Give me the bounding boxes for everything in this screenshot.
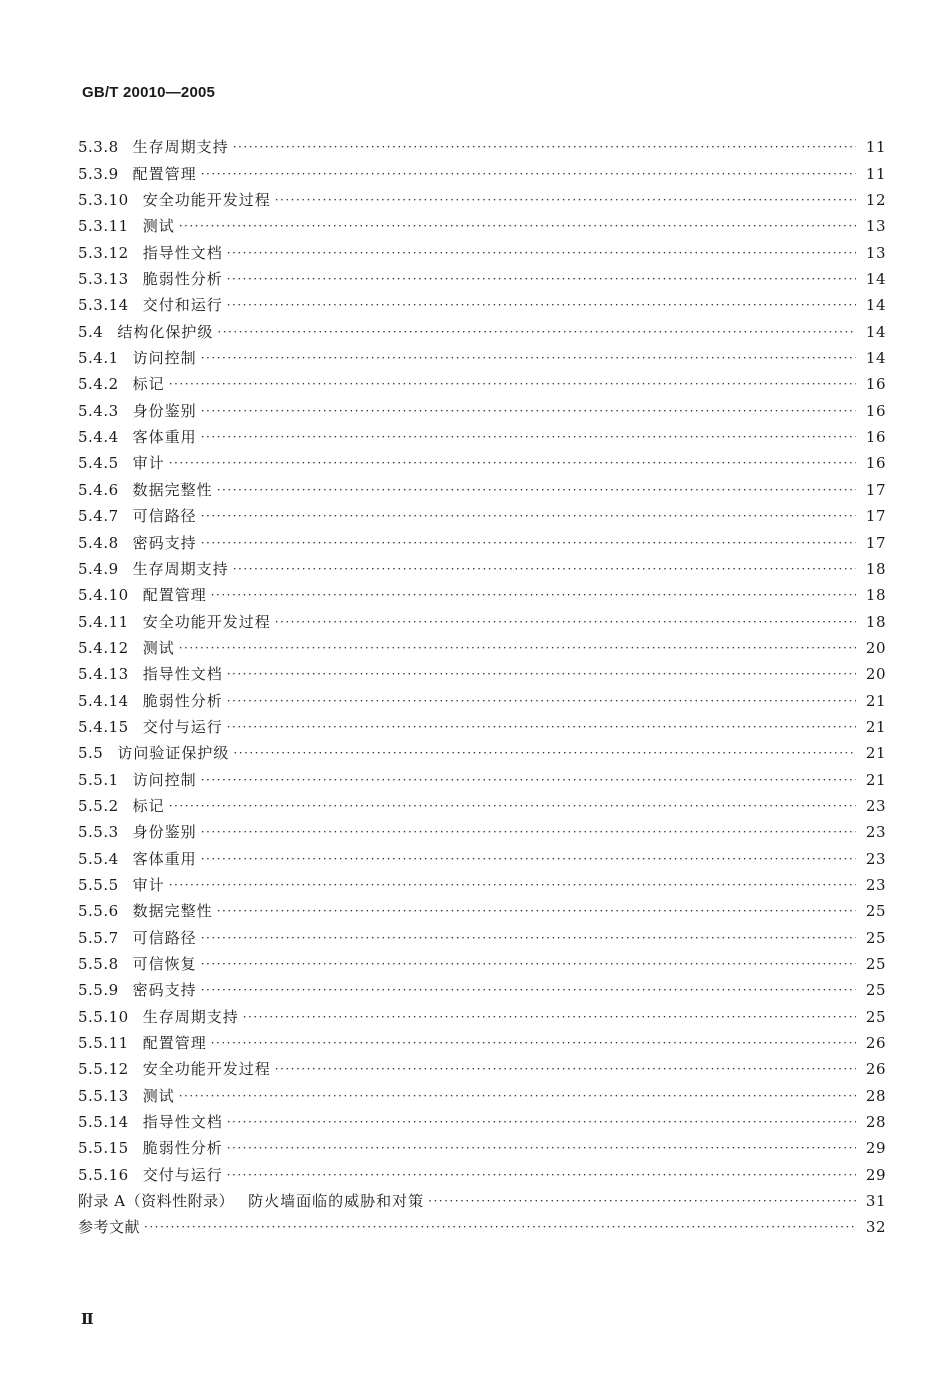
toc-entry-number: 5.3.13 — [78, 270, 129, 289]
toc-entry-page: 16 — [865, 428, 886, 447]
toc-entry-title: 测试 — [142, 1086, 175, 1105]
toc-entry — [78, 1211, 886, 1237]
toc-leader-dots — [201, 849, 856, 869]
toc-entry — [78, 473, 886, 499]
toc-entry-title: 脆弱性分析 — [142, 691, 223, 710]
toc-entry-number: 5.5.14 — [78, 1113, 129, 1132]
toc-entry-number: 5.4.11 — [78, 612, 129, 631]
toc-entry-title: 客体重用 — [132, 428, 197, 447]
toc-leader-dots — [201, 822, 856, 842]
toc-entry-title: 配置管理 — [132, 164, 197, 183]
toc-entry-number: 5.5.12 — [78, 1060, 129, 1079]
toc-entry-title: 身份鉴别 — [132, 823, 197, 842]
toc-entry — [78, 131, 886, 157]
toc-entry-number: 5.3.8 — [78, 138, 119, 157]
toc-entry — [78, 921, 886, 947]
toc-entry-page: 25 — [865, 981, 886, 1000]
toc-leader-dots — [201, 427, 856, 447]
toc-leader-dots — [201, 401, 856, 421]
toc-entry-title: 指导性文档 — [142, 665, 223, 684]
toc-entry-page: 31 — [865, 1192, 886, 1211]
toc-leader-dots — [227, 691, 856, 711]
toc-entry — [78, 526, 886, 552]
toc-leader-dots — [179, 1086, 856, 1106]
toc-entry-page: 28 — [865, 1113, 886, 1132]
toc-entry-page: 13 — [865, 217, 886, 236]
toc-entry-page: 20 — [865, 665, 886, 684]
toc-entry-number: 5.5 — [78, 744, 104, 763]
toc-entry-number: 5.4.6 — [78, 480, 119, 499]
toc-entry-page: 18 — [865, 586, 886, 605]
toc-entry — [78, 842, 886, 868]
toc-leader-dots — [201, 770, 856, 790]
toc-entry-title: 审计 — [132, 875, 165, 894]
toc-entry — [78, 210, 886, 236]
toc-entry-page: 29 — [865, 1139, 886, 1158]
toc-leader-dots — [169, 875, 856, 895]
toc-entry-page: 23 — [865, 849, 886, 868]
toc-entry-number: 5.4.8 — [78, 533, 119, 552]
toc-leader-dots — [227, 295, 856, 315]
toc-entry-title: 生存周期支持 — [132, 138, 229, 157]
toc-entry-number: 5.5.3 — [78, 823, 119, 842]
toc-entry-number: 5.4.1 — [78, 349, 119, 368]
toc-leader-dots — [227, 1138, 856, 1158]
toc-leader-dots — [227, 717, 856, 737]
toc-entry-title: 配置管理 — [142, 1034, 207, 1053]
toc-entry-number: 5.5.13 — [78, 1086, 129, 1105]
toc-leader-dots — [169, 453, 856, 473]
toc-entry-number: 5.4.4 — [78, 428, 119, 447]
toc-entry-number: 5.5.8 — [78, 955, 119, 973]
toc-entry-number: 5.5.10 — [78, 1007, 129, 1026]
toc-entry-number: 5.4.15 — [78, 717, 129, 736]
toc-entry-title: 可信路径 — [132, 507, 197, 526]
toc-entry — [78, 447, 886, 473]
toc-entry-page: 21 — [865, 717, 886, 736]
toc-entry-title: 审计 — [132, 454, 165, 473]
toc-leader-dots — [211, 1033, 856, 1053]
toc-entry-title: 交付与运行 — [142, 717, 223, 736]
toc-entry — [78, 763, 886, 789]
toc-entry-number: 5.3.10 — [78, 191, 129, 210]
toc-leader-dots — [428, 1191, 856, 1211]
toc-entry — [78, 974, 886, 1000]
toc-entry — [78, 184, 886, 210]
toc-entry-page: 13 — [865, 243, 886, 262]
toc-entry-number: 5.5.1 — [78, 770, 119, 789]
toc-entry — [78, 790, 886, 816]
toc-entry-number: 5.5.7 — [78, 928, 119, 947]
toc-entry-title: 标记 — [132, 796, 165, 815]
page-header-standard-code: GB/T 20010—2005 — [82, 84, 216, 101]
toc-entry-number: 5.4.7 — [78, 507, 119, 526]
toc-entry — [78, 553, 886, 579]
toc-leader-dots — [201, 928, 856, 948]
toc-entry-page: 16 — [865, 454, 886, 473]
toc-entry — [78, 1053, 886, 1079]
toc-leader-dots — [201, 954, 856, 974]
toc-leader-dots — [201, 533, 856, 553]
toc-entry — [78, 948, 886, 974]
toc-entry — [78, 1132, 886, 1158]
toc-leader-dots — [169, 796, 856, 816]
toc-entry-number: 5.3.14 — [78, 296, 129, 315]
toc-entry — [78, 500, 886, 526]
toc-entry-page: 14 — [865, 322, 886, 341]
toc-entry — [78, 684, 886, 710]
toc-entry-title: 测试 — [142, 638, 175, 657]
toc-entry-number: 5.5.6 — [78, 902, 119, 921]
toc-entry-number: 5.4.14 — [78, 691, 129, 710]
toc-entry-number: 5.4.2 — [78, 375, 119, 394]
toc-entry-title: 密码支持 — [132, 981, 197, 1000]
toc-entry-title: 脆弱性分析 — [142, 1139, 223, 1158]
toc-entry — [78, 236, 886, 262]
toc-leader-dots — [227, 269, 856, 289]
toc-entry-title: 访问控制 — [132, 770, 197, 789]
toc-entry — [78, 895, 886, 921]
toc-entry — [78, 368, 886, 394]
toc-leader-dots — [227, 1165, 856, 1185]
toc-leader-dots — [227, 664, 856, 684]
toc-entry-page: 23 — [865, 796, 886, 815]
toc-entry — [78, 342, 886, 368]
toc-entry-title: 交付与运行 — [142, 1165, 223, 1184]
toc-entry-page: 14 — [865, 270, 886, 289]
toc-leader-dots — [275, 190, 856, 210]
toc-entry — [78, 157, 886, 183]
toc-entry-title: 测试 — [142, 217, 175, 236]
toc-entry — [78, 289, 886, 315]
toc-entry-number: 5.5.4 — [78, 849, 119, 868]
toc-leader-dots — [217, 480, 856, 500]
toc-entry-page: 17 — [865, 480, 886, 499]
toc-entry-number: 5.5.9 — [78, 981, 119, 1000]
toc-entry-page: 25 — [865, 955, 886, 973]
toc-entry — [78, 711, 886, 737]
toc-entry-title: 指导性文档 — [142, 1113, 223, 1132]
toc-entry-number: 5.3.9 — [78, 164, 119, 183]
toc-entry-title: 脆弱性分析 — [142, 270, 223, 289]
toc-entry — [78, 658, 886, 684]
toc-entry-title: 访问控制 — [132, 349, 197, 368]
toc-entry-page: 20 — [865, 638, 886, 657]
toc-entry — [78, 632, 886, 658]
toc-entry — [78, 315, 886, 341]
toc-entry-title: 安全功能开发过程 — [142, 191, 271, 210]
toc-entry-title: 可信恢复 — [132, 955, 197, 973]
toc-entry-title: 防火墙面临的威胁和对策 — [248, 1192, 425, 1211]
toc-entry-title: 标记 — [132, 375, 165, 394]
toc-entry-title: 配置管理 — [142, 586, 207, 605]
toc-entry — [78, 1027, 886, 1053]
toc-entry-page: 23 — [865, 823, 886, 842]
toc-entry-number: 5.5.16 — [78, 1165, 129, 1184]
toc-entry-title: 身份鉴别 — [132, 401, 197, 420]
toc-entry — [78, 263, 886, 289]
toc-entry-page: 16 — [865, 375, 886, 394]
toc-entry-page: 12 — [865, 191, 886, 210]
toc-entry-title: 指导性文档 — [142, 243, 223, 262]
toc-entry-number: 5.4.10 — [78, 586, 129, 605]
toc-entry — [78, 816, 886, 842]
toc-entry — [78, 737, 886, 763]
toc-entry-number: 5.3.12 — [78, 243, 129, 262]
toc-entry-page: 28 — [865, 1086, 886, 1105]
toc-entry-page: 25 — [865, 928, 886, 947]
toc-leader-dots — [243, 1007, 856, 1027]
toc-entry-number: 5.4 — [78, 322, 104, 341]
toc-entry-title: 可信路径 — [132, 928, 197, 947]
toc-leader-dots — [227, 243, 856, 263]
toc-leader-dots — [144, 1217, 856, 1237]
toc-entry-title: 安全功能开发过程 — [142, 1060, 271, 1079]
toc-entry-number: 5.3.11 — [78, 217, 129, 236]
page-number-footer: Ⅱ — [81, 1310, 94, 1328]
toc-entry-number: 5.5.5 — [78, 875, 119, 894]
toc-entry — [78, 1000, 886, 1026]
toc-entry-page: 11 — [865, 164, 886, 183]
toc-entry-title: 安全功能开发过程 — [142, 612, 271, 631]
toc-entry-title: 生存周期支持 — [142, 1007, 239, 1026]
toc-leader-dots — [169, 374, 856, 394]
toc-entry-page: 26 — [865, 1034, 886, 1053]
toc-leader-dots — [217, 322, 856, 342]
toc-entry-number: 5.4.3 — [78, 401, 119, 420]
toc-entry-page: 18 — [865, 612, 886, 631]
toc-entry — [78, 1185, 886, 1211]
toc-entry-page: 26 — [865, 1060, 886, 1079]
toc-entry — [78, 1158, 886, 1184]
toc-leader-dots — [179, 216, 856, 236]
toc-entry-number: 附录 A（资料性附录） — [78, 1192, 235, 1211]
toc-entry-page: 17 — [865, 507, 886, 526]
toc-entry-page: 21 — [865, 770, 886, 789]
toc-leader-dots — [179, 638, 856, 658]
toc-entry-page: 16 — [865, 401, 886, 420]
toc-entry-title: 生存周期支持 — [132, 559, 229, 578]
toc-entry-number: 5.4.13 — [78, 665, 129, 684]
toc-entry-page: 25 — [865, 1007, 886, 1026]
toc-leader-dots — [275, 612, 856, 632]
toc-entry — [78, 1079, 886, 1105]
toc-entry-number: 5.4.12 — [78, 638, 129, 657]
toc-entry-number: 5.4.5 — [78, 454, 119, 473]
toc-entry-number: 5.4.9 — [78, 559, 119, 578]
toc-entry — [78, 605, 886, 631]
toc-entry-number: 5.5.11 — [78, 1034, 129, 1053]
toc-entry-page: 17 — [865, 533, 886, 552]
toc-entry-number: 参考文献 — [78, 1218, 141, 1237]
toc-entry-page: 21 — [865, 691, 886, 710]
toc-entry-page: 11 — [865, 138, 886, 157]
toc-leader-dots — [275, 1059, 856, 1079]
toc-leader-dots — [201, 506, 856, 526]
toc-leader-dots — [201, 348, 856, 368]
toc-entry — [78, 421, 886, 447]
toc-entry — [78, 394, 886, 420]
toc-entry-title: 数据完整性 — [132, 480, 213, 499]
toc-leader-dots — [233, 559, 856, 579]
toc-entry-number: 5.5.2 — [78, 796, 119, 815]
toc-leader-dots — [201, 980, 856, 1000]
toc-entry-page: 32 — [865, 1218, 886, 1237]
toc-entry-title: 结构化保护级 — [117, 322, 214, 341]
toc-entry-title: 密码支持 — [132, 533, 197, 552]
toc-leader-dots — [217, 901, 856, 921]
toc-leader-dots — [233, 137, 856, 157]
toc-entry-title: 数据完整性 — [132, 902, 213, 921]
toc-leader-dots — [201, 164, 856, 184]
toc-leader-dots — [233, 743, 856, 763]
toc-entry-title: 交付和运行 — [142, 296, 223, 315]
toc-entry-page: 29 — [865, 1165, 886, 1184]
toc-leader-dots — [211, 585, 856, 605]
toc-entry-page: 21 — [865, 744, 886, 763]
toc-entry-page: 25 — [865, 902, 886, 921]
toc-entry-page: 18 — [865, 559, 886, 578]
toc-entry-page: 14 — [865, 296, 886, 315]
toc-entry-page: 23 — [865, 875, 886, 894]
toc-entry-title: 客体重用 — [132, 849, 197, 868]
toc-entry-number: 5.5.15 — [78, 1139, 129, 1158]
toc-entry — [78, 1106, 886, 1132]
table-of-contents — [78, 131, 886, 1237]
toc-entry-page: 14 — [865, 349, 886, 368]
toc-entry — [78, 869, 886, 895]
toc-entry — [78, 579, 886, 605]
toc-entry-title: 访问验证保护级 — [117, 744, 230, 763]
toc-leader-dots — [227, 1112, 856, 1132]
